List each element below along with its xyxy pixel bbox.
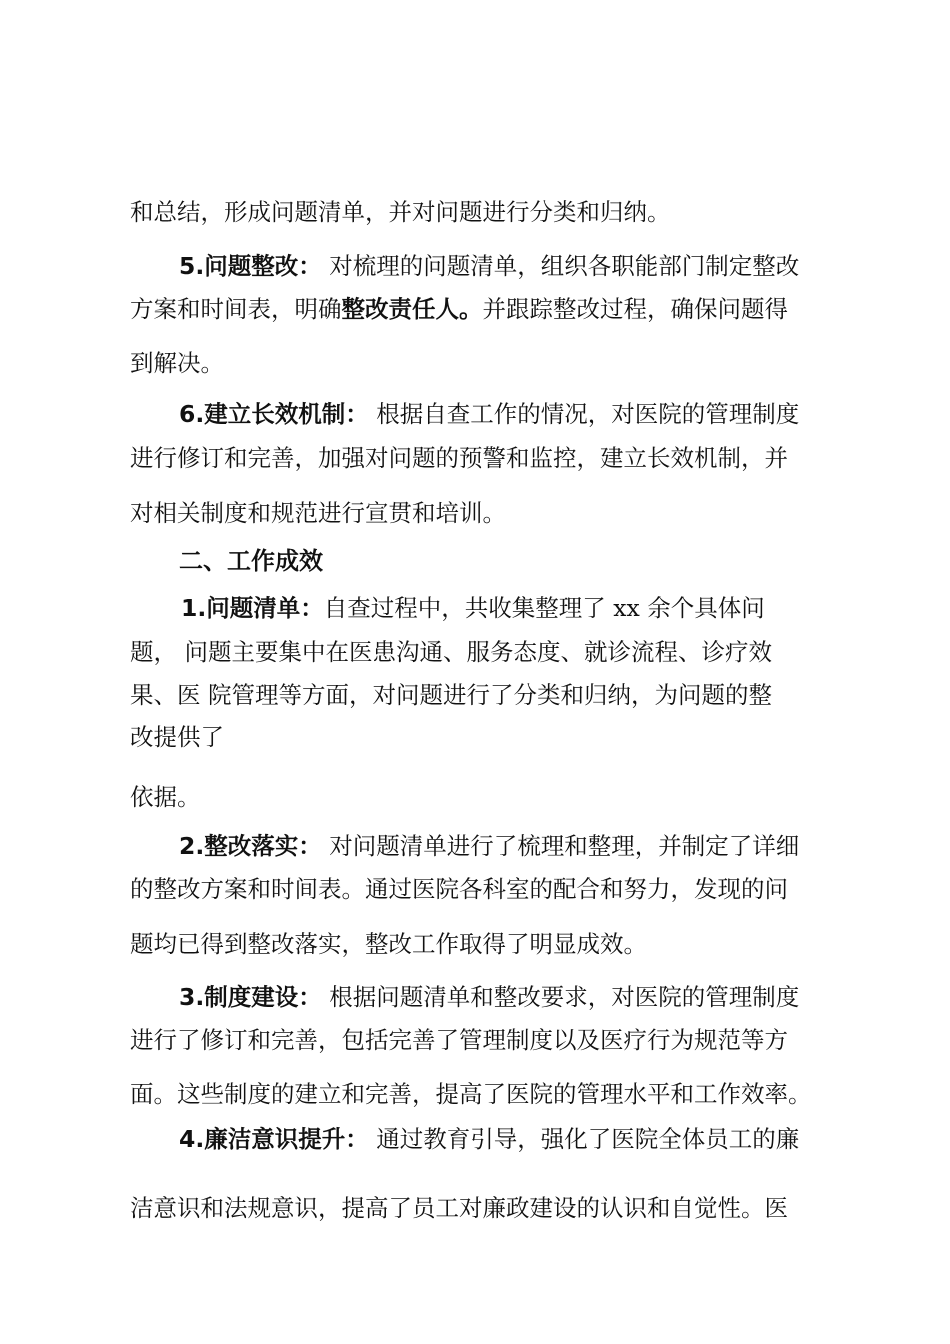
paragraph-line bbox=[179, 399, 799, 429]
paragraph-line bbox=[130, 929, 647, 959]
paragraph-line bbox=[130, 443, 788, 473]
line-text: 通过教育引导，强化了医院全体员工的廉 bbox=[368, 1125, 800, 1153]
item-heading: 3.制度建设： bbox=[179, 983, 322, 1011]
paragraph-line bbox=[130, 197, 671, 227]
line-text: 的整改方案和时间表。通过医院各科室的配合和努力，发现的问 bbox=[130, 875, 788, 903]
paragraph-line bbox=[181, 593, 765, 623]
paragraph-line bbox=[130, 637, 772, 667]
line-text: 对问题清单进行了梳理和整理，并制定了详细 bbox=[321, 832, 800, 860]
paragraph-line bbox=[130, 294, 788, 324]
paragraph-line bbox=[179, 831, 799, 861]
paragraph-line bbox=[130, 1025, 788, 1055]
paragraph-line bbox=[130, 1193, 788, 1223]
line-text: 面。这些制度的建立和完善，提高了医院的管理水平和工作效率。 bbox=[130, 1080, 812, 1108]
paragraph-line bbox=[179, 1124, 799, 1154]
line-text: 题， 问题主要集中在医患沟通、服务态度、就诊流程、诊疗效 bbox=[130, 638, 772, 666]
line-text: 题均已得到整改落实，整改工作取得了明显成效。 bbox=[130, 930, 647, 958]
line-text: 洁意识和法规意识，提高了员工对廉政建设的认识和自觉性。医 bbox=[130, 1194, 788, 1222]
item-heading: 1.问题清单： bbox=[181, 594, 324, 622]
paragraph-line bbox=[130, 680, 772, 710]
paragraph-line bbox=[130, 1079, 812, 1109]
paragraph-line bbox=[130, 722, 224, 752]
line-text: 到解决。 bbox=[130, 349, 224, 377]
line-text: 依据。 bbox=[130, 783, 201, 811]
paragraph-line bbox=[130, 348, 224, 378]
emphasis-text: 整改责任人。 bbox=[341, 295, 483, 323]
section-heading-text: 二、工作成效 bbox=[179, 547, 323, 575]
paragraph-line bbox=[179, 251, 799, 281]
paragraph-line bbox=[130, 782, 201, 812]
line-text: 进行修订和完善，加强对问题的预警和监控，建立长效机制，并 bbox=[130, 444, 788, 472]
line-text: 自查过程中，共收集整理了 xx 余个具体问 bbox=[323, 594, 765, 622]
line-text: 并跟踪整改过程，确保问题得 bbox=[482, 295, 788, 323]
paragraph-line bbox=[130, 874, 788, 904]
line-text: 和总结，形成问题清单，并对问题进行分类和归纳。 bbox=[130, 198, 671, 226]
paragraph-line bbox=[179, 982, 799, 1012]
line-text: 果、医 院管理等方面，对问题进行了分类和归纳，为问题的整 bbox=[130, 681, 772, 709]
item-heading: 4.廉洁意识提升： bbox=[179, 1125, 369, 1153]
line-text: 进行了修订和完善，包括完善了管理制度以及医疗行为规范等方 bbox=[130, 1026, 788, 1054]
item-heading: 6.建立长效机制： bbox=[179, 400, 369, 428]
paragraph-line bbox=[130, 498, 506, 528]
item-heading: 2.整改落实： bbox=[179, 832, 322, 860]
line-text: 对相关制度和规范进行宣贯和培训。 bbox=[130, 499, 506, 527]
line-text: 根据自查工作的情况，对医院的管理制度 bbox=[368, 400, 800, 428]
line-text: 对梳理的问题清单，组织各职能部门制定整改 bbox=[321, 252, 800, 280]
line-text: 方案和时间表，明确 bbox=[130, 295, 342, 323]
item-heading: 5.问题整改： bbox=[179, 252, 322, 280]
line-text: 根据问题清单和整改要求，对医院的管理制度 bbox=[321, 983, 800, 1011]
section-heading bbox=[179, 546, 323, 576]
line-text: 改提供了 bbox=[130, 723, 224, 751]
